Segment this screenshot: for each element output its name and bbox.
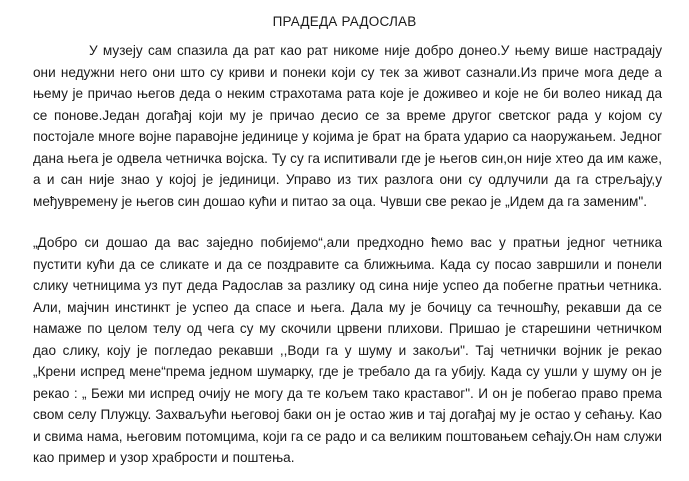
paragraph-2: „Добро си дошао да вас заједно побијемо“,али предходно ћемо вас у пратњи једног четника пустити кући да се сликате и да се поздравите са ближњима. Када су посао завршили и понели слику четницима уз пут деда Радослав за разлику од сина није успео да побегне пратњи четника. Али, мајчин инстинкт је успео да спасе и њега. Дала му је бочицу са течношћу, рекавши да се намаже по целом телу од чега су му скочили црвени плихови. Пришао је старешини четничком дао слику, коју је погледао рекавши ,,Води га у шуму и закољи". Тај четнички војник је рекао „Крени испред мене“према једном шумарку, где је требало да га убију. Када су ушли у шуму он је рекао : „ Бежи ми испред очију не могу да те кољем тако краставог". И он је побегао право према свом селу Плужцу. Захваљући његовој баки он је остао жив и тај догађај му је остао у сећању. Као и свима нама, његовим потомцима, који га се радо и са великим поштовањем сећају.Он нам служи као пример и узор храбрости и поштења. <box>33 235 662 465</box>
paragraph-1: У музеју сам спазила да рат као рат никоме није добро донео.У њему више настрадају они недужни него они што су криви и понеки који су тек за живот сазнали.Из приче мога деде а њему је причао његов деда о неким страхотама рата које је доживео и које не би волео никад да се понове.Један догађај који му је причао десио се за време другог светског рада у којом су постојале многе војне паравојне јединице у којима је брат на брата ударио са наоружањем. Једног дана њега је одвела четничка војска. Ту су га испитивали где је његов син,он није хтео да им каже, а и сан није знао у којој је јединици. Управо из тих разлога они су одлучили да га стрељају,у међувремену је његов син дошао кући и питао за оца. Чувши све рекао је „Идем да га заменим". <box>33 43 662 209</box>
document-title: ПРАДЕДА РАДОСЛАВ <box>272 14 417 29</box>
